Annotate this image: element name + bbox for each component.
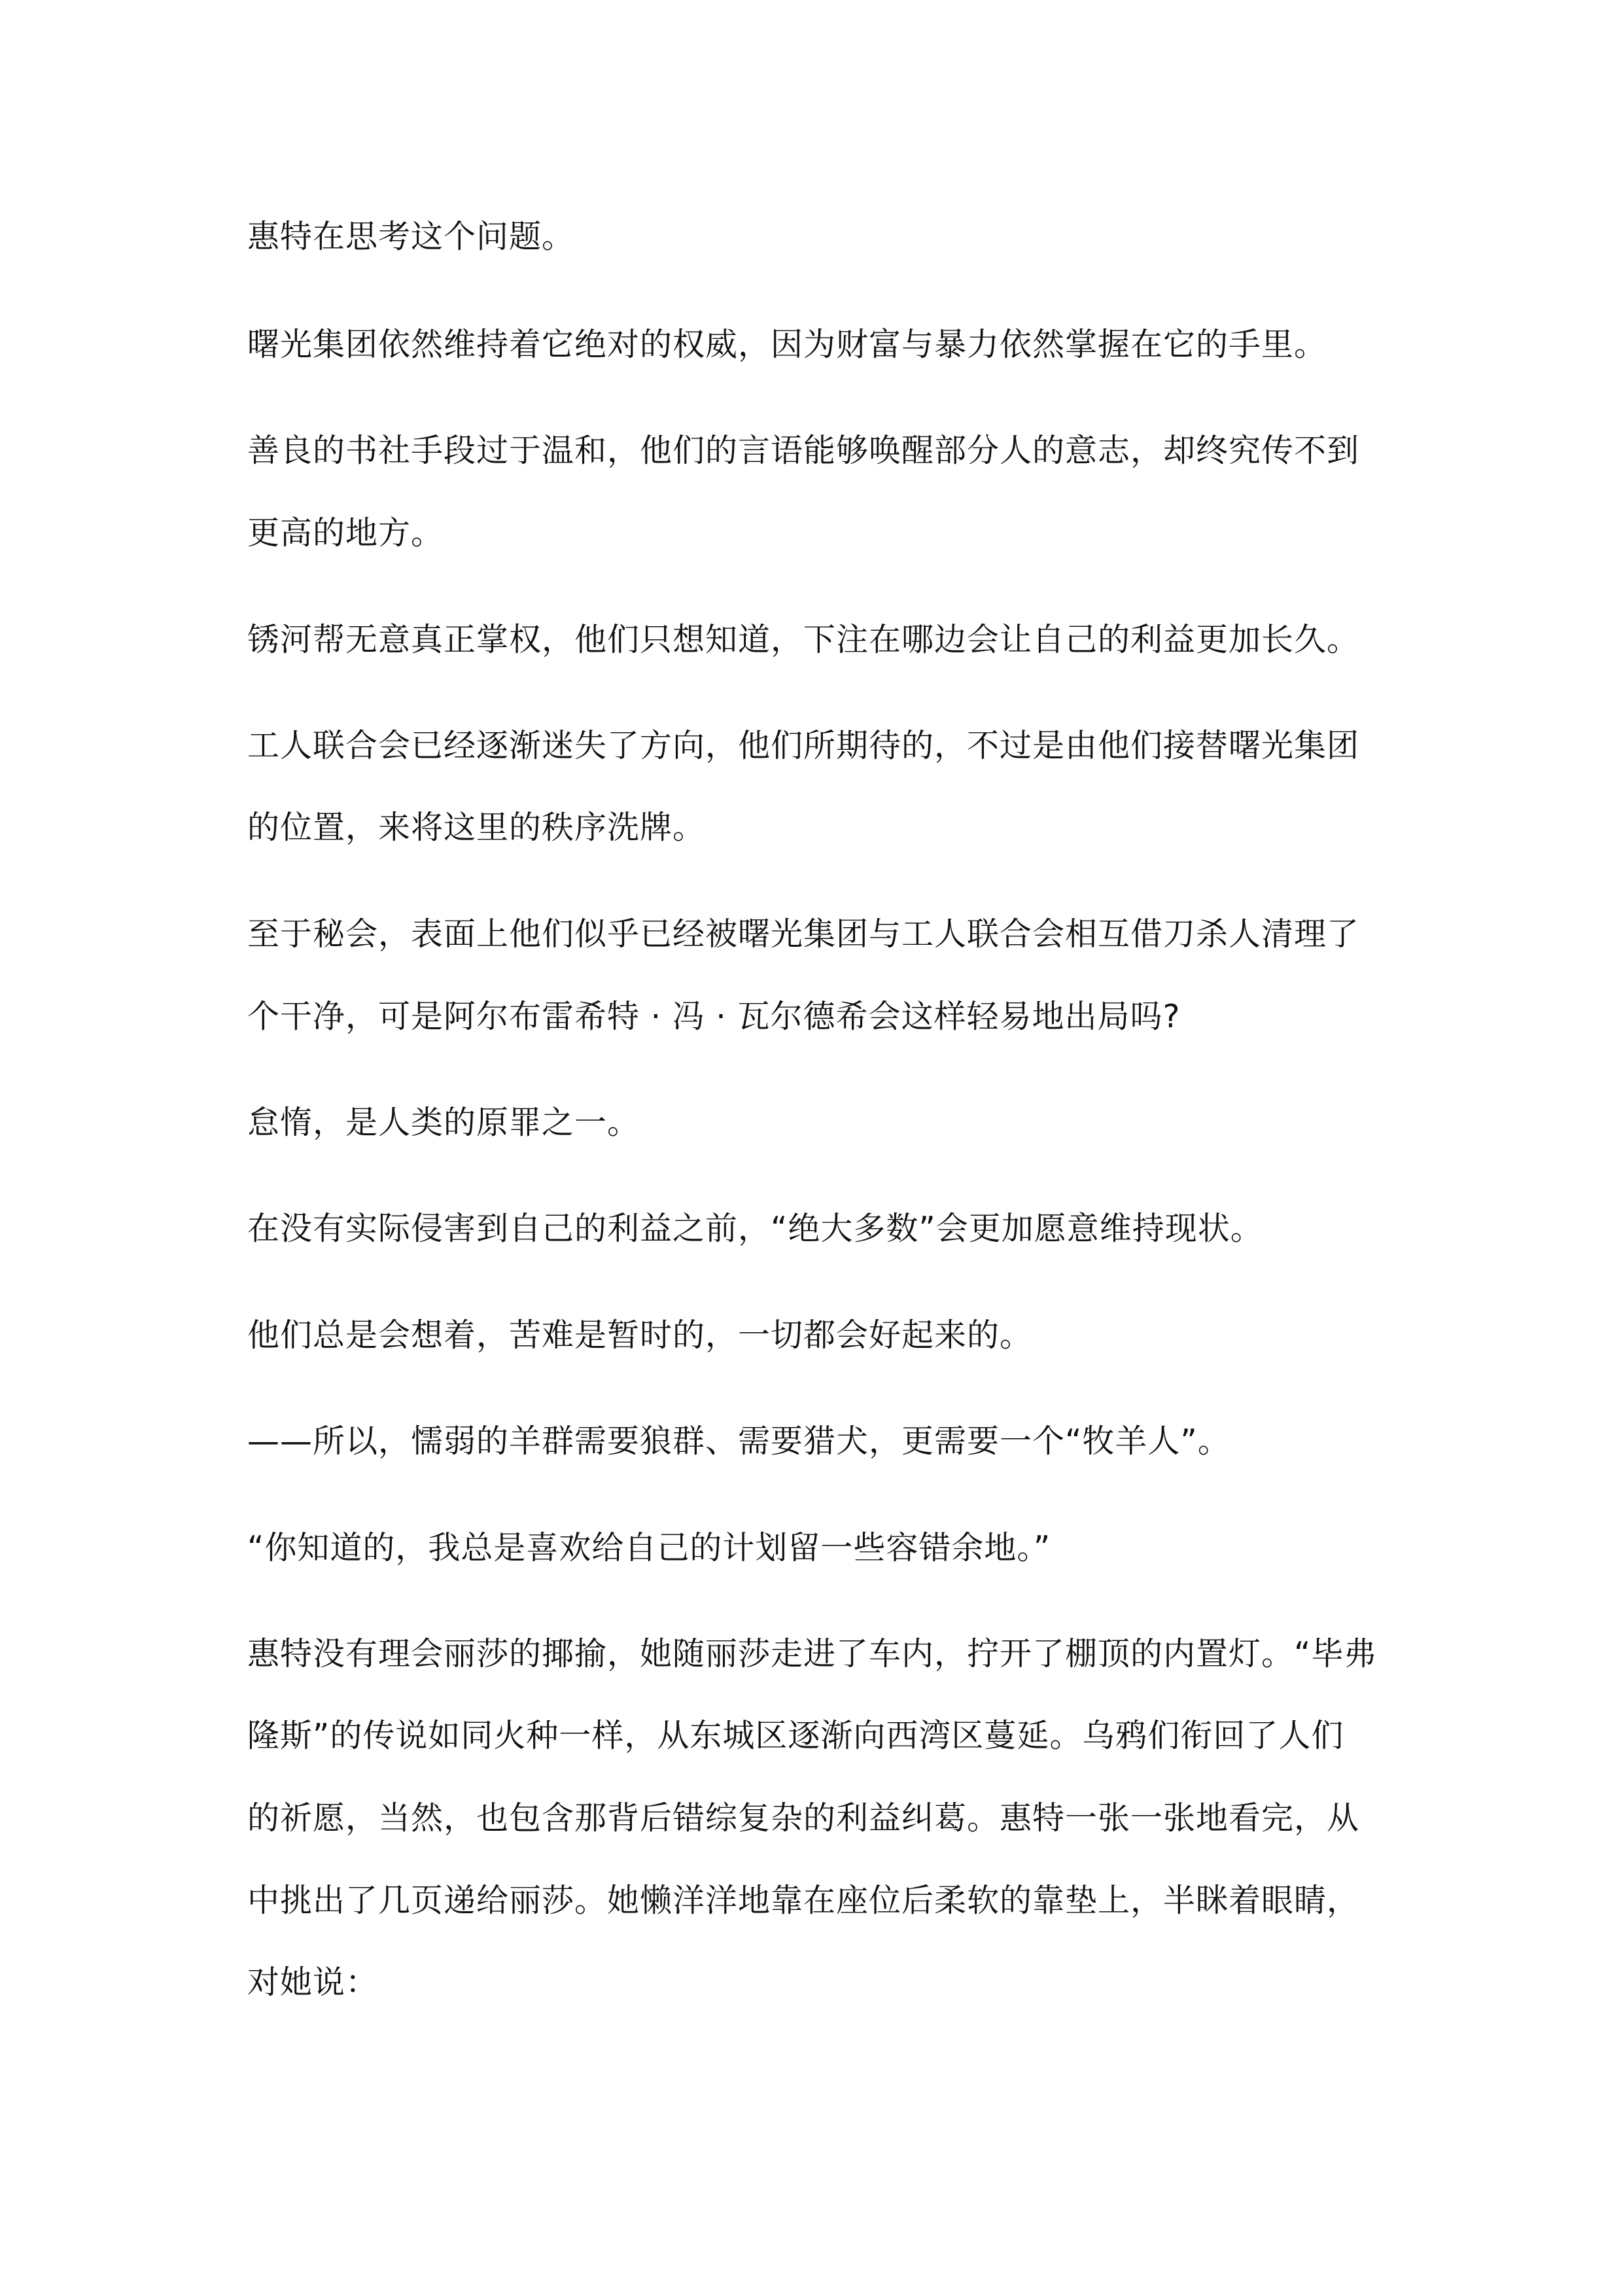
text-line: 善良的书社手段过于温和，他们的言语能够唤醒部分人的意志，却终究传不到 bbox=[247, 432, 1360, 469]
text-line: 在没有实际侵害到自己的利益之前，“绝大多数”会更加愿意维持现状。 bbox=[247, 1210, 1263, 1247]
text-line: 的位置，来将这里的秩序洗牌。 bbox=[247, 809, 706, 846]
text-line: 工人联合会已经逐渐迷失了方向，他们所期待的，不过是由他们接替曙光集团 bbox=[247, 727, 1360, 764]
text-line: 惠特没有理会丽莎的揶揄，她随丽莎走进了车内，拧开了棚顶的内置灯。“毕弗 bbox=[247, 1635, 1377, 1672]
text-line: 曙光集团依然维持着它绝对的权威，因为财富与暴力依然掌握在它的手里。 bbox=[247, 326, 1327, 363]
text-line: 怠惰，是人类的原罪之一。 bbox=[247, 1104, 640, 1141]
text-line: 锈河帮无意真正掌权，他们只想知道，下注在哪边会让自己的利益更加长久。 bbox=[247, 621, 1360, 658]
text-line: 的祈愿，当然，也包含那背后错综复杂的利益纠葛。惠特一张一张地看完，从 bbox=[247, 1799, 1360, 1837]
text-line: 对她说： bbox=[247, 1964, 379, 2001]
text-line: 隆斯”的传说如同火种一样，从东城区逐渐向西湾区蔓延。乌鸦们衔回了人们 bbox=[247, 1717, 1344, 1754]
text-line: 惠特在思考这个问题。 bbox=[247, 218, 575, 255]
text-line: ——所以，懦弱的羊群需要狼群、需要猎犬，更需要一个“牧羊人”。 bbox=[247, 1422, 1230, 1460]
text-line: 个干净，可是阿尔布雷希特 · 冯 · 瓦尔德希会这样轻易地出局吗? bbox=[247, 998, 1181, 1035]
text-line: 他们总是会想着，苦难是暂时的，一切都会好起来的。 bbox=[247, 1316, 1033, 1354]
text-line: 更高的地方。 bbox=[247, 514, 444, 552]
text-line: “你知道的，我总是喜欢给自己的计划留一些容错余地。” bbox=[247, 1529, 1051, 1566]
text-line: 至于秘会，表面上他们似乎已经被曙光集团与工人联合会相互借刀杀人清理了 bbox=[247, 915, 1360, 953]
text-line: 中挑出了几页递给丽莎。她懒洋洋地靠在座位后柔软的靠垫上，半眯着眼睛， bbox=[247, 1882, 1360, 1919]
